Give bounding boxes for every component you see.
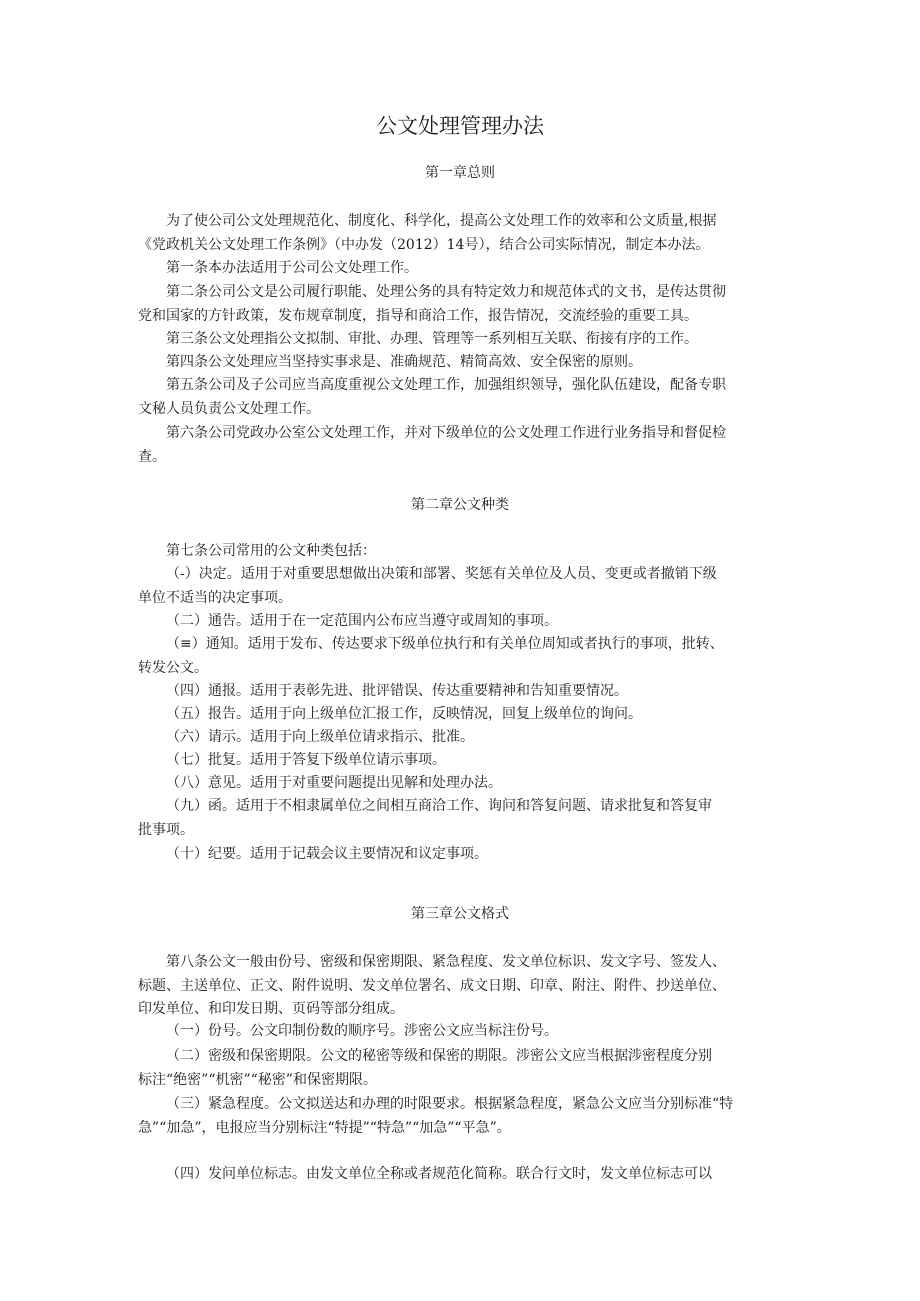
paragraph-line: 印发单位、和印发日期、页码等部分组成。 (138, 1001, 404, 1017)
paragraph (138, 843, 793, 867)
paragraph-line: 第五条公司及子公司应当高度重视公文处理工作，加强组织领导，强化队伍建设，配备专职 (166, 377, 726, 393)
chapter-heading: 第一章总则 (425, 165, 495, 181)
paragraph-line: 标题、主送单位、正文、附件说明、发文单位署名、成文日期、印章、附注、附件、抄送单位、 (138, 977, 726, 994)
paragraph (138, 351, 793, 375)
paragraph (138, 633, 793, 680)
paragraph-line: 党和国家的方针政策，发布规章制度，指导和商洽工作，报告情况，交流经验的重要工具。 (138, 307, 698, 324)
paragraph-line: 第四条公文处理应当坚持实事求是、准确规范、精简高效、安全保密的原则。 (166, 354, 642, 370)
paragraph-line: （七）批复。适用于答复下级单位请示事项。 (166, 752, 446, 768)
paragraph-line: 为了使公司公文处理规范化、制度化、科学化，提高公文处理工作的效率和公文质量,根据 (166, 213, 717, 229)
paragraph-line: （九）函。适用于不相隶属单位之间相互商洽工作、询问和答复问题、请求批复和答复审 (166, 798, 712, 814)
paragraph (138, 563, 793, 610)
paragraph-line: （一）份号。公文印制份数的顺序号。涉密公文应当标注份号。 (166, 1023, 558, 1039)
paragraph (138, 328, 793, 352)
paragraph-line: （五）报告。适用于向上级单位汇报工作，反映情况，回复上级单位的询问。 (166, 706, 642, 722)
paragraph (138, 610, 793, 634)
paragraph-line: 第一条本办法适用于公司公文处理工作。 (166, 260, 418, 276)
paragraph-line: （四）发问单位标志。由发文单位全称或者规范化简称。联合行文时，发文单位标志可以 (166, 1166, 712, 1182)
paragraph-line: （十）纪要。适用于记载会议主要情况和议定事项。 (166, 846, 488, 862)
paragraph-line: 第二条公司公文是公司履行职能、处理公务的具有特定效力和规范体式的文书，是传达贯彻 (166, 284, 726, 300)
chapter-heading: 第三章公文格式 (411, 906, 509, 922)
paragraph-line: （二）密级和保密期限。公文的秘密等级和保密的期限。涉密公文应当根据涉密程度分别 (166, 1048, 712, 1064)
paragraph (138, 422, 793, 469)
paragraph-line: 批事项。 (138, 821, 194, 838)
paragraph-line: 查。 (138, 448, 166, 465)
paragraph-line: 第八条公文一般由份号、密级和保密期限、紧急程度、发文单位标识、发文字号、签发人、 (166, 954, 726, 970)
paragraph (138, 281, 793, 328)
paragraph-line: 第七条公司常用的公文种类包括： (166, 543, 376, 559)
paragraph-line: 转发公文。 (138, 659, 208, 676)
paragraph-line: 单位不适当的决定事项。 (138, 589, 292, 606)
paragraph (138, 772, 793, 796)
paragraph (138, 1093, 793, 1140)
paragraph (138, 1045, 793, 1092)
paragraph (138, 257, 793, 281)
paragraph (138, 726, 793, 750)
paragraph-line: 急”“加急”，电报应当分别标注“特提”“特急”“加急”“平急”。 (138, 1119, 511, 1136)
paragraph-line: （≡）通知。适用于发布、传达要求下级单位执行和有关单位周知或者执行的事项，批转、 (166, 636, 724, 652)
paragraph-line: （六）请示。适用于向上级单位请求指示、批准。 (166, 729, 474, 745)
paragraph-line: 第六条公司党政办公室公文处理工作，并对下级单位的公文处理工作进行业务指导和督促检 (166, 425, 726, 441)
paragraph-line: 标注“绝密”“机密”“秘密”和保密期限。 (138, 1071, 377, 1088)
paragraph (138, 795, 793, 842)
paragraph-line: 《党政机关公文处理工作条例》（中办发（2012）14号），结合公司实际情况，制定本办法。 (138, 236, 710, 253)
paragraph (138, 374, 793, 421)
paragraph (138, 1163, 793, 1187)
paragraph (138, 749, 793, 773)
paragraph-line: 文秘人员负责公文处理工作。 (138, 400, 320, 417)
paragraph-line: （-）决定。适用于对重要思想做出决策和部署、奖惩有关单位及人员、变更或者撤销下级 (166, 566, 717, 582)
paragraph (138, 703, 793, 727)
paragraph-line: （二）通告。适用于在一定范围内公布应当遵守或周知的事项。 (166, 613, 558, 629)
chapter-heading: 第二章公文种类 (411, 497, 509, 513)
paragraph-line: 第三条公文处理指公文拟制、审批、办理、管理等一系列相互关联、衔接有序的工作。 (166, 331, 698, 347)
document-title: 公文处理管理办法 (376, 114, 544, 138)
paragraph (138, 540, 793, 564)
paragraph (138, 680, 793, 704)
paragraph (138, 1020, 793, 1044)
paragraph (138, 951, 793, 1022)
paragraph-line: （三）紧急程度。公文拟送达和办理的时限要求。根据紧急程度，紧急公文应当分别标准“特 (166, 1096, 734, 1112)
paragraph-line: （八）意见。适用于对重要问题提出见解和处理办法。 (166, 775, 502, 791)
paragraph (138, 210, 793, 257)
paragraph-line: （四）通报。适用于表彰先进、批评错误、传达重要精神和告知重要情况。 (166, 683, 628, 699)
